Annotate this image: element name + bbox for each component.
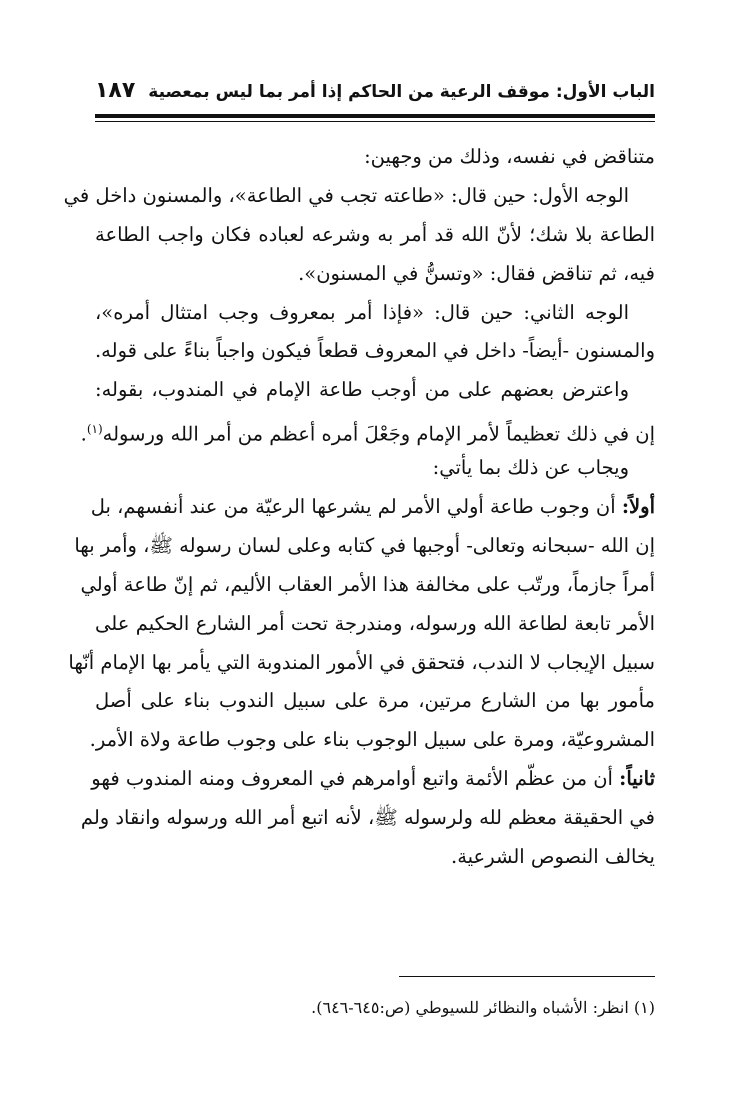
chapter-title: الباب الأول: موقف الرعية من الحاكم إذا أمر بما ليس بمعصية: [148, 82, 655, 102]
body-text: [63, 138, 655, 877]
footnote: (١) انظر: الأشباه والنظائر للسيوطي (ص:٦٤٥-٦٤٦).: [311, 998, 655, 1017]
text-line: والمسنون -أيضاً- داخل في المعروف قطعاً فيكون واجباً بناءً على قوله.: [94, 339, 655, 363]
text-line: في الحقيقة معظم لله ولرسوله ﷺ، لأنه اتبع أمر الله ورسوله وانقاد ولم: [80, 806, 655, 830]
text-line: متناقض في نفسه، وذلك من وجهين:: [364, 145, 655, 168]
text-line: الأمر تابعة لطاعة الله ورسوله، ومندرجة تحت أمر الشارع الحكيم على: [95, 611, 655, 635]
header-rule-thick: [95, 114, 655, 118]
line-text: أن وجوب طاعة أولي الأمر لم يشرعها الرعيّة من عند أنفسهم، بل: [90, 495, 616, 519]
text-line: [80, 410, 655, 449]
text-line: مأمور بها من الشارع مرتين، مرة على سبيل الندوب بناء على أصل: [95, 689, 655, 713]
text-line: أمراً جازماً، ورتّب على مخالفة هذا الأمر العقاب الأليم، ثم إنّ طاعة أولي: [80, 572, 655, 596]
line-text: إن في ذلك تعظيماً لأمر الإمام وجَعْلَ أمره أعظم من أمر الله ورسوله: [102, 422, 655, 446]
line-period: .: [80, 422, 87, 446]
header-rule-thin: [95, 121, 655, 122]
text-line: يخالف النصوص الشرعية.: [451, 845, 655, 869]
text-line: الوجه الأول: حين قال: «طاعته تجب في الطاعة»، والمسنون داخل في: [63, 183, 629, 207]
text-line: المشروعيّة، ومرة على سبيل الوجوب بناء على وجوب طاعة ولاة الأمر.: [89, 728, 655, 752]
running-header: [95, 78, 655, 112]
point-lead-second: ثانياً:: [619, 767, 655, 791]
text-line: واعترض بعضهم على من أوجب طاعة الإمام في المندوب، بقوله:: [95, 378, 629, 402]
text-line: [91, 760, 655, 799]
footnote-marker: (١): [86, 422, 103, 437]
text-line: فيه، ثم تناقض فقال: «وتسنُّ في المسنون».: [298, 261, 655, 285]
text-line: الوجه الثاني: حين قال: «فإذا أمر بمعروف وجب امتثال أمره»،: [95, 300, 629, 324]
text-line: الطاعة بلا شك؛ لأنّ الله قد أمر به وشرعه لعباده فكان واجب الطاعة: [95, 222, 655, 246]
text-line: إن الله -سبحانه وتعالى- أوجبها في كتابه وعلى لسان رسوله ﷺ، وأمر بها: [74, 533, 655, 557]
text-line: ويجاب عن ذلك بما يأتي:: [432, 456, 629, 480]
line-text: أن من عظّم الأئمة واتبع أوامرهم في المعروف ومنه المندوب فهو: [91, 767, 613, 791]
footnote-separator: [399, 976, 655, 977]
text-line: [90, 488, 655, 527]
point-lead-first: أولاً:: [621, 495, 655, 519]
page-number: ١٨٧: [95, 78, 136, 103]
text-line: سبيل الإيجاب لا الندب، فتحقق في الأمور المندوبة التي يأمر بها الإمام أنّها: [68, 650, 655, 674]
